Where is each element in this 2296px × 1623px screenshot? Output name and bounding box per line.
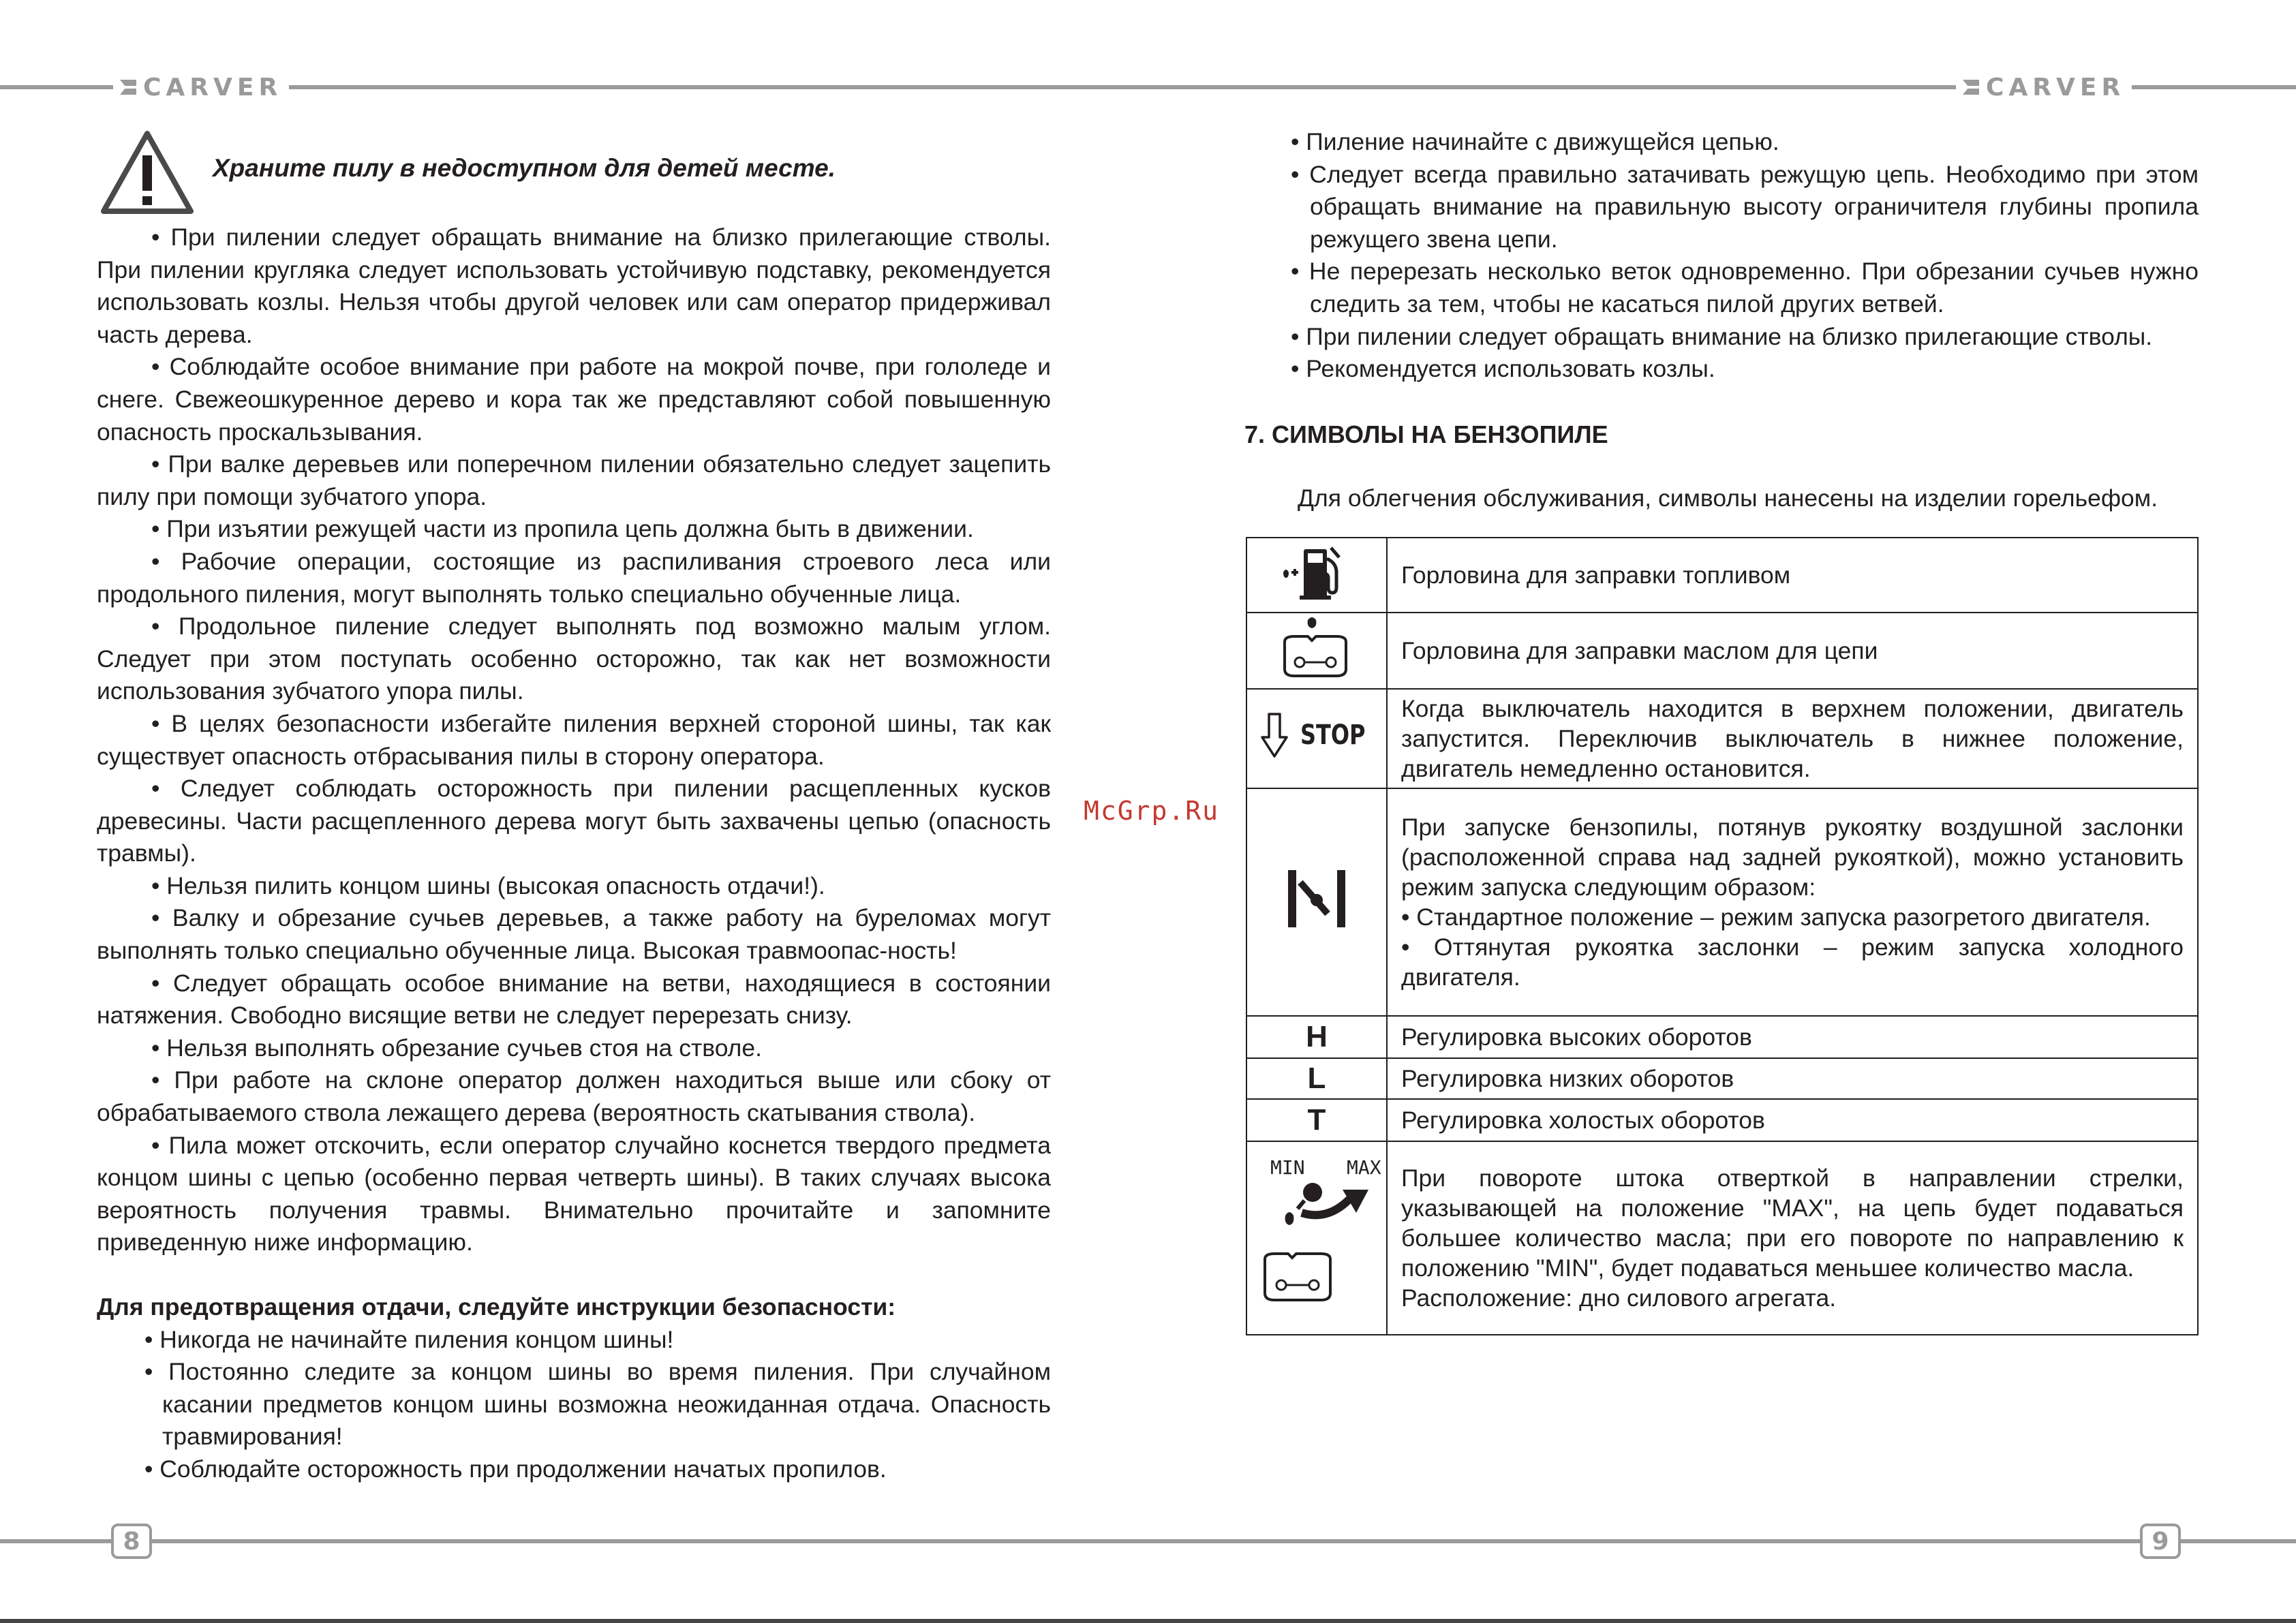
- table-row: [1246, 538, 2198, 613]
- paragraph: • Рабочие операции, состоящие из распиливания строевого леса или продольного пиления, могут выполнять только специально обученные лица.: [97, 547, 1051, 608]
- brand-logo-left: [113, 74, 289, 101]
- paragraph: • Пила может отскочить, если оператор случайно коснется твердого предмета концом шины с цепью (особенно первая четверть шины). В таких случаях высока вероятность получения травмы. Внимательно прочитайте и запомните приведенную ниже информацию.: [97, 1131, 1051, 1256]
- kickback-item: • Соблюдайте осторожность при продолжении начатых пропилов.: [144, 1455, 887, 1483]
- bullet-item: • При пилении следует обращать внимание на близко прилегающие стволы.: [1291, 322, 2153, 350]
- paragraph: • Нельзя пилить концом шины (высокая опасность отдачи!).: [151, 871, 825, 899]
- paragraph: • Следует обращать особое внимание на ветви, находящиеся в состоянии натяжения. Свободно висящие ветви не следует перерезать снизу.: [97, 969, 1051, 1030]
- table-row: [1246, 689, 2198, 788]
- table-row: [1246, 1099, 2198, 1141]
- symbol-description: При повороте штока отверткой в направлении стрелки, указывающей на положение "MAX", на цепь будет подаваться большее количество масла; при его повороте по направлению к положению "MIN", будет подаваться меньшее количество масла. Расположение: дно силового агрегата.: [1387, 1141, 2198, 1335]
- page-number-right: 9: [2140, 1524, 2181, 1559]
- oil-adjust-icon: [1247, 1142, 1386, 1312]
- brand-mark-icon: [120, 80, 136, 95]
- symbol-cell: [1246, 788, 1387, 1016]
- page-number-left: 8: [111, 1524, 152, 1559]
- chain-oil-icon: [1272, 613, 1361, 681]
- paragraph: • При валке деревьев или поперечном пилении обязательно следует зацепить пилу при помощи зубчатого упора.: [97, 450, 1051, 510]
- brand-mark-icon: [1963, 80, 1979, 95]
- table-row: [1246, 1058, 2198, 1099]
- left-column: [97, 221, 1051, 1486]
- kickback-item: • Постоянно следите за концом шины во время пиления. При случайном касании предметов концом шины возможна неожиданная отдача. Опасность травмирования!: [144, 1358, 1051, 1451]
- symbol-letter-t: T: [1246, 1099, 1387, 1141]
- section-intro: Для облегчения обслуживания, символы нанесены на изделии горельефом.: [1298, 484, 2158, 512]
- table-row: [1246, 613, 2198, 689]
- bullet-item: • Пиление начинайте с движущейся цепью.: [1291, 128, 1779, 155]
- warning-triangle-icon: [100, 129, 195, 215]
- header-rule: [0, 85, 2296, 89]
- kickback-item: • Никогда не начинайте пиления концом шины!: [144, 1325, 674, 1353]
- paragraph: • При изъятии режущей части из пропила цепь должна быть в движении.: [151, 515, 974, 543]
- symbol-letter-l: L: [1246, 1058, 1387, 1099]
- brand-name: CARVER: [143, 73, 283, 102]
- symbol-cell: [1246, 538, 1387, 613]
- paragraph: • Соблюдайте особое внимание при работе на мокрой почве, при гололеде и снеге. Свежеошкуренное дерево и кора так же представляют собой повышенную опасность проскальзывания.: [97, 353, 1051, 446]
- bullet-item: • Рекомендуется использовать козлы.: [1291, 355, 1715, 383]
- table-row: [1246, 788, 2198, 1016]
- bullet-item: • Следует всегда правильно затачивать режущую цепь. Необходимо при этом обращать внимание на правильную высоту ограничителя глубины пропила режущего звена цепи.: [1291, 160, 2199, 253]
- symbol-description: Регулировка высоких оборотов: [1387, 1016, 2198, 1058]
- down-arrow-icon: [1259, 711, 1289, 759]
- stop-label: STOP: [1300, 720, 1366, 751]
- section-title: 7. СИМВОЛЫ НА БЕНЗОПИЛЕ: [1244, 420, 1608, 448]
- symbol-description: Горловина для заправки топливом: [1387, 538, 2198, 613]
- symbol-cell: [1246, 1141, 1387, 1335]
- table-row: [1246, 1016, 2198, 1058]
- symbol-letter-h: H: [1246, 1016, 1387, 1058]
- symbol-cell: [1246, 613, 1387, 689]
- warning-text: Храните пилу в недоступном для детей месте.: [213, 154, 836, 182]
- kickback-heading: Для предотвращения отдачи, следуйте инструкции безопасности:: [97, 1293, 896, 1320]
- symbol-description: Когда выключатель находится в верхнем положении, двигатель запустится. Переключив выключатель в нижнее положение, двигатель немедленно остановится.: [1387, 689, 2198, 788]
- paragraph: • При работе на склоне оператор должен находиться выше или сбоку от обрабатываемого ствола лежащего дерева (вероятность скатывания ствола).: [97, 1066, 1051, 1127]
- symbol-description: При запуске бензопилы, потянув рукоятку воздушной заслонки (расположенной справа над задней рукояткой), можно установить режим запуска следующим образом: • Стандартное положение – режим запуска разогретого двигателя. • Оттянутая рукоятка заслонки – режим запуска холодного двигателя.: [1387, 788, 2198, 1016]
- choke-icon: [1283, 865, 1351, 933]
- bottom-edge: [0, 1619, 2296, 1623]
- brand-name: CARVER: [1986, 73, 2126, 102]
- bullet-item: • Не перерезать несколько веток одновременно. При обрезании сучьев нужно следить за тем, чтобы не касаться пилой других ветвей.: [1291, 258, 2199, 318]
- max-label: MAX: [1347, 1156, 1381, 1179]
- right-column-bullets: [1289, 126, 2199, 386]
- paragraph: • При пилении следует обращать внимание на близко прилегающие стволы. При пилении кругляка следует использовать устойчивую подставку, рекомендуется использовать козлы. Нельзя чтобы другой человек или сам оператор придерживал часть дерева.: [97, 223, 1051, 348]
- symbol-description: Регулировка низких оборотов: [1387, 1058, 2198, 1099]
- symbol-cell: [1246, 689, 1387, 788]
- paragraph: • Следует соблюдать осторожность при пилении расщепленных кусков древесины. Части расщепленного дерева могут быть захвачены цепью (опасность травмы).: [97, 775, 1051, 867]
- fuel-pump-icon: [1272, 541, 1361, 602]
- symbols-table: [1246, 537, 2199, 1335]
- symbol-description: Регулировка холостых оборотов: [1387, 1099, 2198, 1141]
- table-row: [1246, 1141, 2198, 1335]
- paragraph: • В целях безопасности избегайте пиления верхней стороной шины, так как существует опасность отбрасывания пилы в сторону оператора.: [97, 709, 1051, 770]
- paragraph: • Продольное пиление следует выполнять под возможно малым углом. Следует при этом поступать особенно осторожно, так как нет возможности использования зубчатого упора пилы.: [97, 613, 1051, 705]
- symbol-description: Горловина для заправки маслом для цепи: [1387, 613, 2198, 689]
- footer-rule: [0, 1539, 2296, 1543]
- brand-logo-right: [1956, 74, 2132, 101]
- watermark: McGrp.Ru: [1084, 796, 1220, 826]
- paragraph: • Валку и обрезание сучьев деревьев, а также работу на буреломах могут выполнять только специально обученные лица. Высокая травмоопас-ность!: [97, 904, 1051, 965]
- min-label: MIN: [1270, 1156, 1305, 1179]
- paragraph: • Нельзя выполнять обрезание сучьев стоя на стволе.: [151, 1034, 762, 1062]
